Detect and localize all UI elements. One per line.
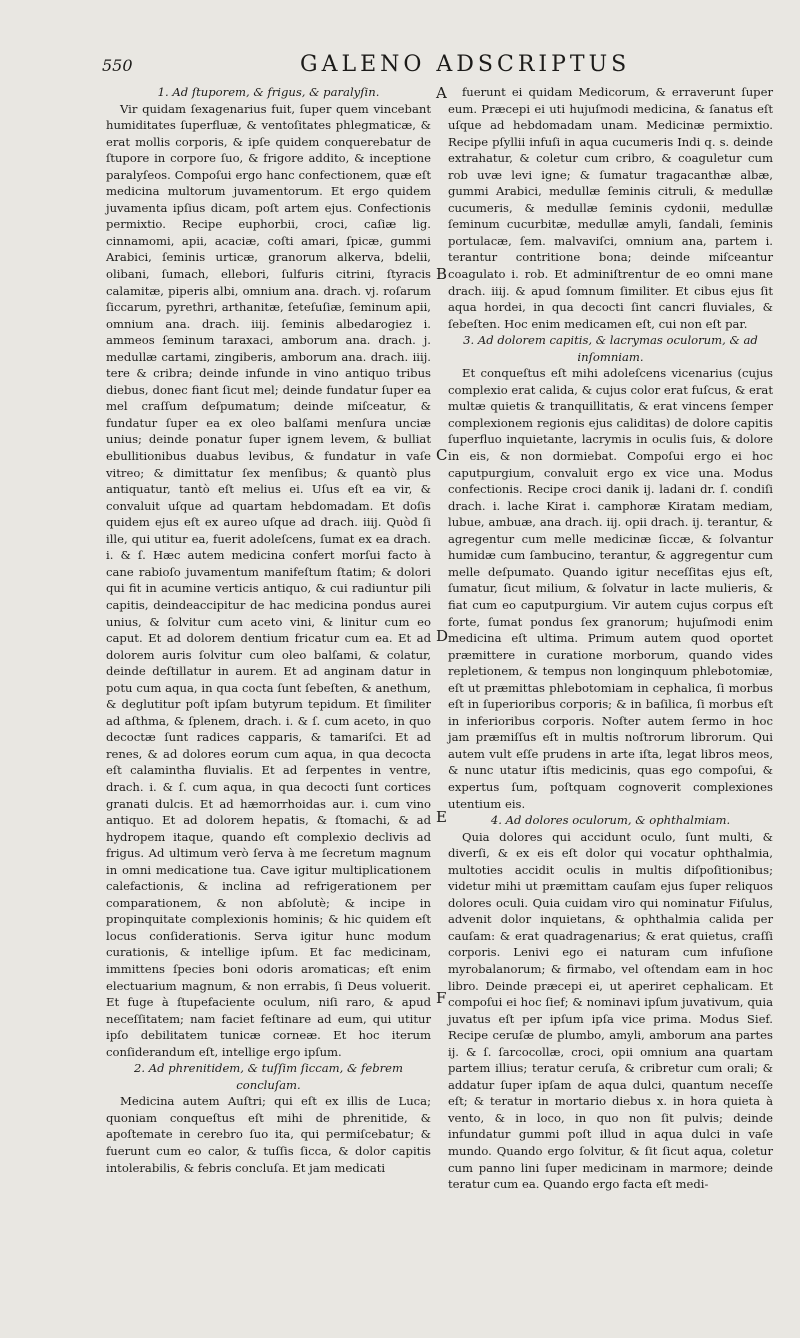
margin-letter-d: D [436, 627, 449, 645]
section-heading: 2. Ad phrenitidem, & tuſſim ſiccam, & febrem concluſam. [133, 1061, 404, 1092]
page-number: 550 [102, 56, 133, 75]
paragraph: Quia dolores qui accidunt oculo, ſunt multi, & diverſi, & ex eis eſt dolor qui vocatur ophthalmia, multoties accidit oculis in multis diſpoſitionibus; videtur mihi ut præmittam cauſam ejus ſuper reliquos dolores oculi. Quia cuidam viro qui nominatur Fiſulus, advenit dolor inquietans, & ophthalmia calida per cauſam: & erat quadragenarius; & erat quietus, craſſi corporis. Lenivi ego ei naturam cum infuſione myrobalanorum; & firmabo, vel oſtendam eam in hoc libro. Deinde præcepi ei, ut aperiret cephalicam. Et compoſui ei hoc ſief; & nominavi ipſum juvativum, quia juvatus eſt per ipſum ipſa vice prima. Modus Sief. Recipe ceruſæ de plumbo, amyli, amborum ana partes ij. & ſ. ſarcocollæ, croci, opii omnium ana quartam partem illius; teratur ceruſa, & cribretur cum orali; & addatur ſuper ipſam de aqua dulci, quantum neceſſe eſt; & teratur in mortario diebus x. in hora quieta à vento, & in loco, in quo non ſit pulvis; deinde infundatur gummi poſt illud in aqua dulci in vaſe mundo. Quando ergo ſolvitur, & ſit ſicut aqua, coletur cum panno lini ſuper medicinam in marmore; deinde teratur cum ea. Quando ergo facta eſt medi- [448, 829, 773, 1192]
section-heading: 4. Ad dolores oculorum, & ophthalmiam. [490, 813, 731, 828]
section-heading: 3. Ad dolorem capitis, & lacrymas oculorum, & ad inſomniam. [463, 333, 758, 364]
right-column [448, 84, 773, 1193]
paragraph: fuerunt ei quidam Medicorum, & erraverunt ſuper eum. Præcepi ei uti hujuſmodi medicina, & ſanatus eſt uſque ad hebdomadam unam. Medicinæ permixtio. Recipe pſyllii infuſi in aqua cucumeris Indi q. s. deinde extrahatur, & coletur cum cribro, & coaguletur cum rob uvæ levi igne; & ſumatur tragacanthæ albæ, gummi Arabici, medullæ ſeminis citruli, & medullæ cucumeris, & medullæ ſeminis cydonii, medullæ ſeminum cucurbitæ, medullæ amyli, ſandali, ſeminis portulacæ, ſem. malvaviſci, omnium ana, partem i. terantur contritione bona; deinde miſceantur coagulato i. rob. Et adminiſtrentur de eo omni mane drach. iiij. & apud ſomnum ſimiliter. Et cibus ejus ſit aqua hordei, in qua decocti ſint cancri fluviales, & ſebeſten. Hoc enim medicamen eſt, cui non eſt par. [448, 85, 773, 331]
running-title: GALENO ADSCRIPTUS [300, 52, 631, 77]
margin-letter-b: B [436, 265, 448, 283]
margin-letter-e: E [436, 808, 447, 826]
page-header [0, 52, 800, 86]
section-heading: 1. Ad ſtuporem, & frigus, & paralyſin. [157, 85, 380, 99]
margin-letter-a: A [436, 84, 447, 102]
left-column [106, 84, 431, 1176]
paragraph: Vir quidam ſexagenarius fuit, ſuper quem vincebant humiditates ſuperfluæ, & ventoſitates phlegmaticæ, & erat mollis corporis, & ipſe quidem conquerebatur de ſtupore in corpore ſuo, & frigore addito, & inceptione paralyſeos. Compoſui ergo hanc confectionem, quæ eſt medicina multorum juvamentorum. Et ergo quidem juvamenta ipſius dicam, poſt artem ejus. Confectionis permixtio. Recipe euphorbii, croci, caſiæ lig. cinnamomi, apii, acaciæ, coſti amari, ſpicæ, gummi Arabici, ſeminis urticæ, granorum alkerva, bdelii, olibani, ſumach, ellebori, ſulfuris citrini, ſtyracis calamitæ, piperis albi, omnium ana. drach. vj. roſarum ſiccarum, pyrethri, arthanitæ, ſeteſuſiæ, ſeminum apii, omnium ana. drach. iiij. ſeminis albedarogiez i. ammeos ſeminum taraxaci, amborum ana. drach. j. medullæ cartami, zingiberis, amborum ana. drach. iiij. tere & cribra; deinde infunde in vino antiquo tribus diebus, donec fiant ſicut mel; deinde fundatur ſuper ea mel craſſum deſpumatum; deinde miſceatur, & fundatur ſuper ea ex oleo balſami menſura unciæ unius; deinde ponatur ſuper ignem levem, & bulliat ebullitionibus duabus levibus, & fundatur in vaſe vitreo; & dimittatur ſex menſibus; & quantò plus antiquatur, tantò eſt melius ei. Uſus eſt ea vir, & convaluit uſque ad quartam hebdomadam. Et doſis quidem ejus eſt ex aureo uſque ad drach. iiij. Quòd ſi ille, qui utitur ea, fuerit adoleſcens, ſumat ex ea drach. i. & ſ. Hæc autem medicina confert morſui facto à cane rabioſo juvamentum manifeſtum ſtatim; & dolori qui fit in acumine verticis antiquo, & cui radiuntur pili capitis, deindeaccipitur de hac medicina pondus aurei unius, & ſolvitur cum aceto vini, & linitur cum eo caput. Et ad dolorem dentium fricatur cum ea. Et ad dolorem auris ſolvitur cum oleo balſami, & colatur, deinde deſtillatur in aurem. Et ad anginam datur in potu cum aqua, in qua cocta ſunt ſebeſten, & anethum, & deglutitur poſt ipſam butyrum tepidum. Et ſimiliter ad aſthma, & ſplenem, drach. i. & ſ. cum aceto, in quo decoctæ ſunt radices capparis, & tamariſci. Et ad renes, & ad dolores eorum cum aqua, in qua decocta eſt calamintha fluvialis. Et ad ſerpentes in ventre, drach. i. & ſ. cum aqua, in qua decocti ſunt cortices granati dulcis. Et ad hæmorrhoidas aur. i. cum vino antiquo. Et ad dolorem hepatis, & ſtomachi, & ad hydropem itaque, quando eſt complexio declivis ad frigus. Ad ultimum verò ſerva à me ſecretum magnum in omni medicatione tua. Cave igitur multiplicationem calefactionis, & inclina ad refrigerationem per comparationem, & non abſolutè; & incipe in propinquitate complexionis hominis; & hic quidem eſt locus conſiderationis. Serva igitur hunc modum curationis, & intellige ipſum. Et fac medicinam, immittens ſpecies boni odoris aromaticas; eſt enim electuarium magnum, & non errabis, ſi Deus voluerit. Et fuge à ſtupefaciente oculum, niſi raro, & apud neceſſitatem; nam faciet feſtinare ad eum, qui utitur ipſo debilitatem tunicæ corneæ. Et hoc iterum conſiderandum eſt, intellige ergo ipſum. [106, 101, 431, 1059]
paragraph: Et conqueſtus eſt mihi adoleſcens vicenarius (cujus complexio erat calida, & cujus color erat fuſcus, & erat multæ quietis & tranquillitatis, & erat vincens ſemper complexionem regionis ejus caliditas) de dolore capitis ſuperfluo inquietante, lacrymis in oculis ſuis, & dolore in eis, & non dormiebat. Compoſui ergo ei hoc caputpurgium, convaluit ergo ex vice una. Modus confectionis. Recipe croci danik ij. ladani dr. ſ. condiſi drach. i. lache Kirat i. camphoræ Kiratam mediam, lubue, ambuæ, ana drach. iij. opii drach. ij. terantur, & agregentur cum melle medicinæ ſiccæ, & ſolvantur humidæ cum ſambucino, terantur, & aggregentur cum melle deſpumato. Quando igitur neceſſitas ejus eſt, ſumatur, ſicut milium, & ſolvatur in lacte mulieris, & fiat cum eo caputpurgium. Vir autem cujus corpus eſt forte, ſumat pondus ſex granorum; hujuſmodi enim medicina eſt ultima. Primum autem quod oportet præmittere in curatione morborum, quando vides repletionem, & tempus non longinquum phlebotomiæ, eſt ut præmittas phlebotomiam in cephalica, ſi morbus eſt in ſuperioribus corporis; & in baſilica, ſi morbus eſt in inferioribus corporis. Noſter autem ſermo in hoc jam præmiſſus eſt in multis noſtrorum librorum. Qui autem vult eſſe prudens in arte iſta, legat libros meos, & nunc utatur iſtis medicinis, quas ego compoſui, & expertus ſum, poſtquam cognoverit complexiones utentium eis. [448, 366, 773, 811]
paragraph: Medicina autem Auſtri; qui eſt ex illis de Luca; quoniam conqueſtus eſt mihi de phrenitide, & apoſtemate in cerebro ſuo ita, qui permiſcebatur; & fuerunt cum eo calor, & tuſſis ſicca, & dolor capitis intolerabilis, & febris concluſa. Et jam medicati [106, 1094, 431, 1175]
margin-letter-c: C [436, 446, 448, 464]
margin-letter-f: F [436, 989, 447, 1007]
